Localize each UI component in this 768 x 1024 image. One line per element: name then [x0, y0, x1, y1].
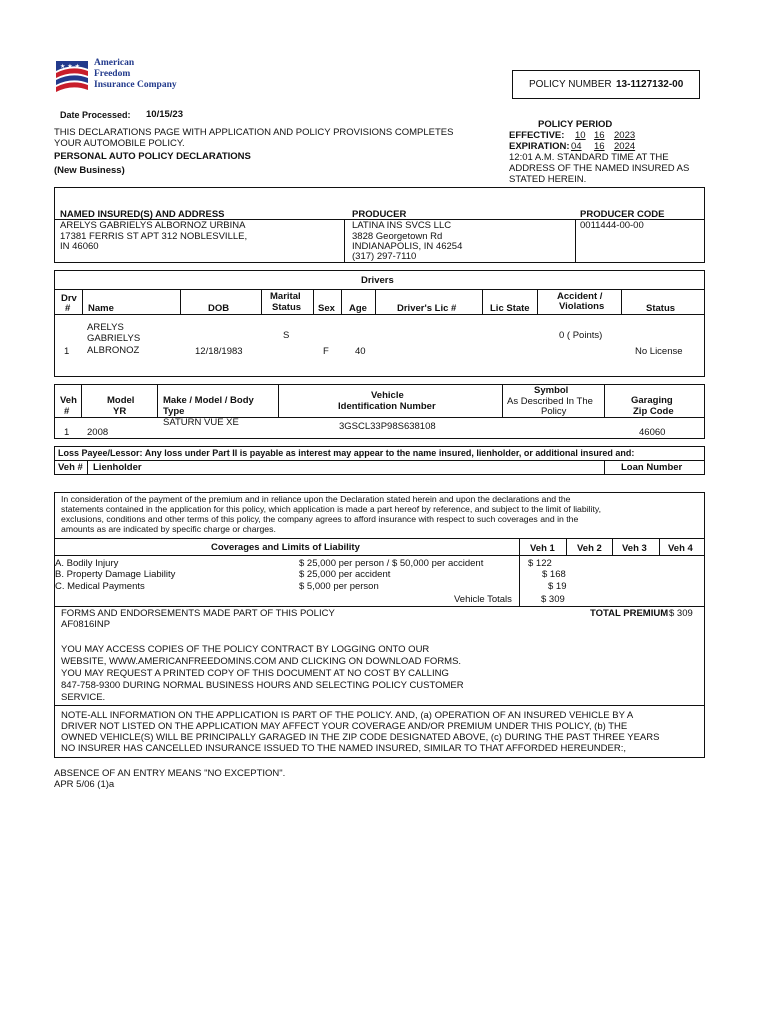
- forms-line2: AF0816INP: [61, 619, 111, 630]
- col-model-2: YR: [113, 406, 127, 417]
- col-vin-1: Vehicle: [371, 390, 404, 401]
- driver-name-2: GABRIELYS: [87, 333, 141, 344]
- access-line2: WEBSITE, WWW.AMERICANFREEDOMINS.COM AND CLICKING ON DOWNLOAD FORMS.: [61, 656, 462, 667]
- producer-code: 0011444-00-00: [580, 220, 644, 231]
- coverage-limit: $ 5,000 per person: [299, 581, 379, 592]
- col-symbol-1: Symbol: [534, 385, 569, 396]
- vehicle-totals-value: $ 309: [541, 594, 565, 605]
- intro-line2: YOUR AUTOMOBILE POLICY.: [54, 138, 185, 149]
- insured-line2: 17381 FERRIS ST APT 312 NOBLESVILLE,: [60, 231, 248, 242]
- col-veh-1: Veh: [60, 395, 77, 406]
- col-drv-1: Drv: [61, 293, 77, 304]
- insured-producer-box: [54, 187, 705, 263]
- effective-month: 10: [575, 130, 586, 141]
- consideration-line1: In consideration of the payment of the premium and in reliance upon the Declaration stated herein and upon the declarations and the: [61, 494, 571, 504]
- producer-line4: (317) 297-7110: [352, 251, 417, 262]
- insured-line3: IN 46060: [60, 241, 99, 252]
- vehicle-vin: 3GSCL33P98S638108: [339, 421, 436, 432]
- col-status: Status: [646, 303, 676, 314]
- vehicle-zip: 46060: [639, 427, 666, 438]
- loss-payee-box: [54, 446, 705, 475]
- col-cov-veh3: Veh 3: [622, 543, 647, 554]
- access-line4: 847-758-9300 DURING NORMAL BUSINESS HOURS AND SELECTING POLICY CUSTOMER: [61, 680, 464, 691]
- expiration-day: 16: [594, 141, 605, 152]
- policy-number-box: [512, 70, 700, 99]
- expiration-year: 2024: [614, 141, 636, 152]
- col-veh-2: #: [64, 406, 70, 417]
- driver-status: No License: [635, 346, 683, 357]
- col-zip-1: Garaging: [631, 395, 673, 406]
- coverage-box: [54, 492, 705, 758]
- insured-header: NAMED INSURED(S) AND ADDRESS: [60, 209, 225, 220]
- coverages-header: Coverages and Limits of Liability: [211, 542, 360, 553]
- vehicles-table: [54, 384, 705, 439]
- access-line5: SERVICE.: [61, 692, 106, 703]
- driver-sex: F: [323, 346, 329, 357]
- col-marital-2: Status: [272, 302, 302, 313]
- vehicle-year: 2008: [87, 427, 109, 438]
- flag-icon: [54, 57, 90, 93]
- period-note-line2: ADDRESS OF THE NAMED INSURED AS: [509, 163, 690, 174]
- col-cov-veh2: Veh 2: [577, 543, 602, 554]
- producer-code-header: PRODUCER CODE: [580, 209, 665, 220]
- driver-marital: S: [283, 330, 290, 341]
- driver-age: 40: [355, 346, 366, 357]
- footer-line1: ABSENCE OF AN ENTRY MEANS "NO EXCEPTION".: [54, 768, 286, 779]
- coverage-name: A. Bodily Injury: [55, 558, 119, 569]
- note-line2: DRIVER NOT LISTED ON THE APPLICATION MAY AFFECT YOUR COVERAGE AND/OR PREMIUM UNDER THIS POLICY, (b) THE: [61, 721, 628, 732]
- footer-line2: APR 5/06 (1)a: [54, 779, 115, 790]
- col-marital-1: Marital: [270, 291, 301, 302]
- col-symbol-3: Policy: [541, 406, 567, 417]
- consideration-line4: amounts as are indicated by specific charge or charges.: [61, 524, 276, 534]
- vehicle-make: SATURN VUE XE: [163, 417, 239, 428]
- effective-year: 2023: [614, 130, 636, 141]
- col-make-1: Make / Model / Body: [163, 395, 254, 406]
- col-name: Name: [88, 303, 114, 314]
- vehicle-num: 1: [64, 427, 70, 438]
- col-lien-veh: Veh #: [58, 462, 83, 473]
- coverage-limit: $ 25,000 per accident: [299, 569, 391, 580]
- expiration-month: 04: [571, 141, 582, 152]
- company-name-line3: Insurance Company: [94, 80, 177, 90]
- col-vin-2: Identification Number: [338, 401, 436, 412]
- period-note-line3: STATED HEREIN.: [509, 174, 587, 185]
- company-logo: [54, 56, 184, 96]
- note-line1: NOTE-ALL INFORMATION ON THE APPLICATION IS PART OF THE POLICY. AND, (a) OPERATION OF AN INSURED VEHICLE BY A: [61, 710, 634, 721]
- effective-label: EFFECTIVE:: [509, 130, 565, 141]
- driver-name-1: ARELYS: [87, 322, 124, 333]
- vehicle-totals-label: Vehicle Totals: [454, 594, 512, 605]
- driver-dob: 12/18/1983: [195, 346, 243, 357]
- col-accident-2: Violations: [559, 301, 605, 312]
- drivers-title: Drivers: [361, 275, 394, 286]
- col-sex: Sex: [318, 303, 335, 314]
- declarations-title: PERSONAL AUTO POLICY DECLARATIONS: [54, 151, 251, 162]
- note-line3: OWNED VEHICLE(S) WILL BE PRINCIPALLY GARAGED IN THE ZIP CODE DESIGNATED ABOVE, (c) DURING THE PAST THREE YEARS: [61, 732, 660, 743]
- company-name-line2: Freedom: [94, 69, 131, 79]
- loss-payee-text: Loss Payee/Lessor: Any loss under Part II is payable as interest may appear to the name insured, lienholder, or additional insured and:: [58, 448, 635, 458]
- note-line4: NO INSURER HAS CANCELLED INSURANCE ISSUED TO THE NAMED INSURED, SIMILAR TO THAT AFFORDED HEREUNDER:,: [61, 743, 626, 754]
- coverage-limit: $ 25,000 per person / $ 50,000 per accident: [299, 558, 484, 569]
- period-note-line1: 12:01 A.M. STANDARD TIME AT THE: [509, 152, 669, 163]
- date-processed-label: Date Processed:: [60, 110, 131, 120]
- producer-line2: 3828 Georgetown Rd: [352, 231, 443, 242]
- intro-line1: THIS DECLARATIONS PAGE WITH APPLICATION AND POLICY PROVISIONS COMPLETES: [54, 127, 454, 138]
- effective-day: 16: [594, 130, 605, 141]
- expiration-label: EXPIRATION:: [509, 141, 570, 152]
- col-cov-veh1: Veh 1: [530, 543, 555, 554]
- date-processed-value: 10/15/23: [146, 109, 183, 120]
- coverage-name: C. Medical Payments: [55, 581, 145, 592]
- col-drv-2: #: [65, 303, 71, 314]
- declarations-subtitle: (New Business): [54, 165, 125, 176]
- total-premium-label: TOTAL PREMIUM: [590, 608, 669, 619]
- consideration-line2: statements contained in the application for this policy, which application is made a part hereof by reference, and subject to the limit of liability,: [61, 504, 602, 514]
- insured-line1: ARELYS GABRIELYS ALBORNOZ URBINA: [60, 220, 246, 231]
- producer-line3: INDIANAPOLIS, IN 46254: [352, 241, 463, 252]
- col-dob: DOB: [208, 303, 230, 314]
- consideration-line3: exclusions, conditions and other terms of this policy, the company agrees to afford insurance with respect to such coverages and in the: [61, 514, 579, 524]
- coverage-premium: $ 19: [548, 581, 567, 592]
- access-line1: YOU MAY ACCESS COPIES OF THE POLICY CONTRACT BY LOGGING ONTO OUR: [61, 644, 430, 655]
- driver-violations: 0 ( Points): [559, 330, 603, 341]
- svg-text:★ ★ ★: ★ ★ ★: [60, 63, 80, 70]
- col-model-1: Model: [107, 395, 135, 406]
- driver-name-3: ALBRONOZ: [87, 345, 140, 356]
- col-make-2: Type: [163, 406, 185, 417]
- col-loan-number: Loan Number: [621, 462, 683, 473]
- drivers-table: [54, 270, 705, 377]
- col-accident-1: Accident /: [557, 291, 603, 302]
- col-age: Age: [349, 303, 367, 314]
- coverage-premium: $ 168: [542, 569, 566, 580]
- company-name-line1: American: [94, 58, 135, 68]
- coverage-name: B. Property Damage Liability: [55, 569, 176, 580]
- producer-header: PRODUCER: [352, 209, 407, 220]
- policy-period-title: POLICY PERIOD: [538, 119, 613, 130]
- total-premium-value: $ 309: [669, 608, 693, 619]
- col-cov-veh4: Veh 4: [668, 543, 693, 554]
- col-lic-state: Lic State: [490, 303, 530, 314]
- coverage-premium: $ 122: [528, 558, 552, 569]
- policy-number-value: 13-1127132-00: [616, 79, 684, 90]
- forms-line1: FORMS AND ENDORSEMENTS MADE PART OF THIS POLICY: [61, 608, 335, 619]
- producer-line1: LATINA INS SVCS LLC: [352, 220, 452, 231]
- col-symbol-2: As Described In The: [507, 396, 593, 407]
- col-zip-2: Zip Code: [633, 406, 674, 417]
- driver-num: 1: [64, 346, 70, 357]
- policy-number-label: POLICY NUMBER: [529, 79, 612, 90]
- access-line3: YOU MAY REQUEST A PRINTED COPY OF THIS DOCUMENT AT NO COST BY CALLING: [61, 668, 449, 679]
- col-lic: Driver's Lic #: [397, 303, 457, 314]
- col-lienholder: Lienholder: [93, 462, 142, 473]
